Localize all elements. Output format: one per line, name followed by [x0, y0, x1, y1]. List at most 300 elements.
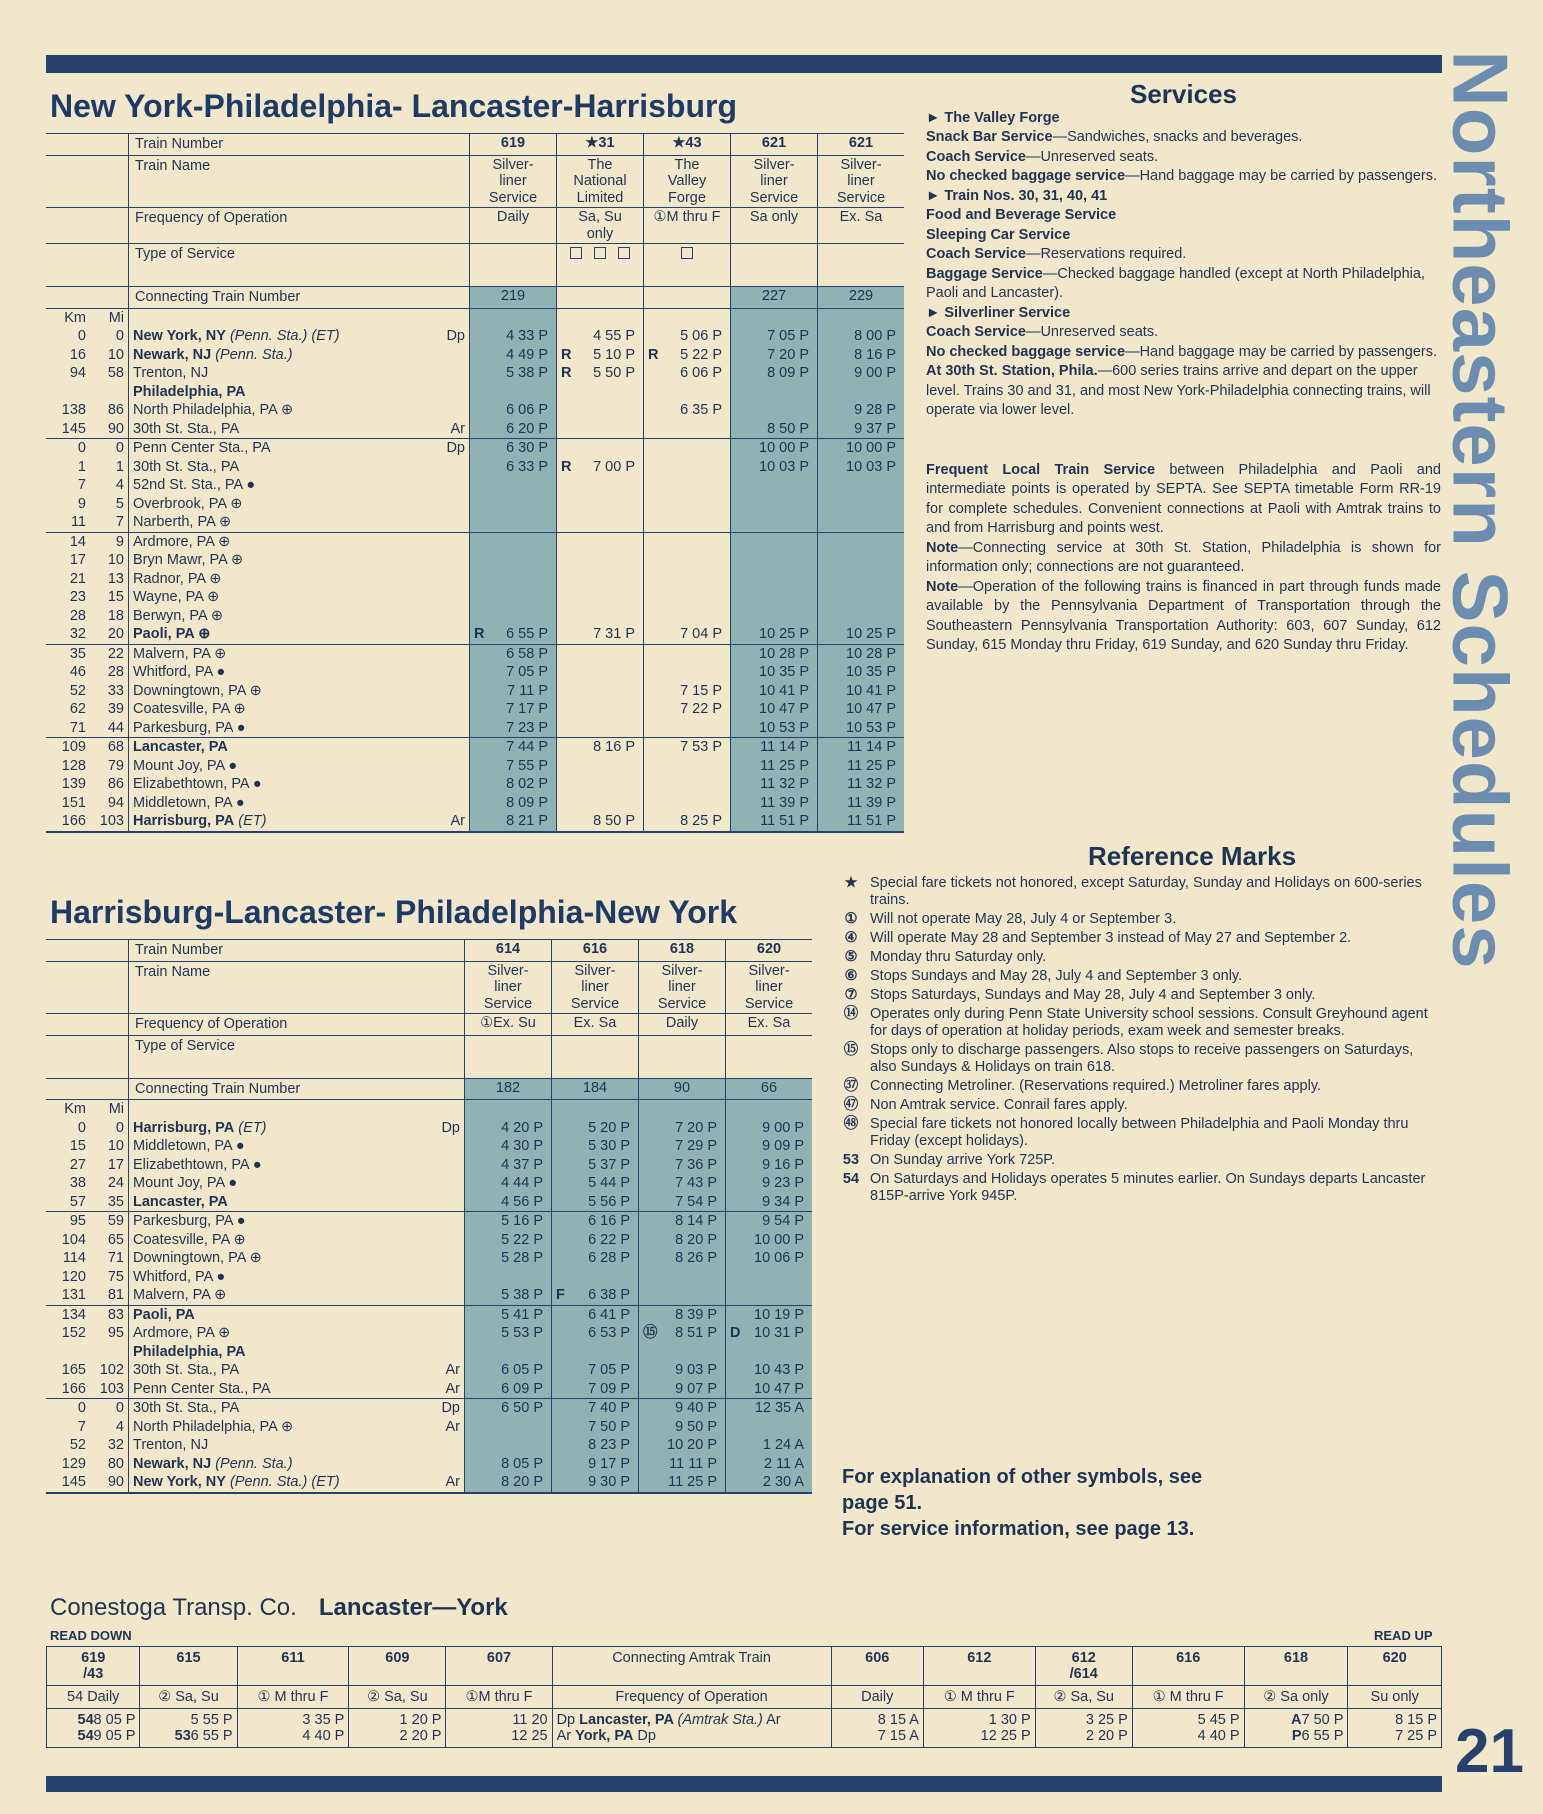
time-cell	[465, 1399, 552, 1418]
km-value: 131	[61, 1287, 86, 1303]
conestoga-train-number: 612 /614	[1035, 1647, 1132, 1686]
dp-ar	[430, 1174, 464, 1193]
time-cell	[639, 1380, 726, 1399]
conestoga-time-1	[1352, 1712, 1437, 1728]
time-cell	[644, 495, 731, 514]
time-value: 6 38 P	[588, 1287, 630, 1303]
time-value: 5 44 P	[588, 1175, 630, 1191]
time-cell	[644, 420, 731, 439]
time-value: 10 28 P	[759, 645, 809, 662]
reference-symbol: ⑤	[844, 949, 858, 965]
reference-marks	[832, 841, 1442, 1207]
mi-label: Mi	[108, 309, 124, 326]
train-icons	[818, 244, 905, 287]
timetable-westbound	[46, 133, 904, 833]
time-cell	[818, 625, 905, 644]
header-blank	[46, 961, 129, 1014]
train-icons	[639, 1035, 726, 1078]
time-value: 6 28 P	[588, 1250, 630, 1266]
mi-value: 102	[99, 1362, 124, 1378]
station-row	[46, 1473, 812, 1493]
station-row	[46, 757, 904, 776]
mi-value: 35	[107, 1193, 124, 1210]
time-cell	[470, 794, 557, 813]
time-value: 8 51 P	[675, 1325, 717, 1341]
time-value: 7 05 P	[588, 1362, 630, 1378]
time-cell	[818, 476, 905, 495]
conestoga-train-number: 607	[446, 1647, 552, 1686]
mi-value: 13	[107, 570, 124, 587]
conestoga-frequency: ① M thru F	[237, 1686, 349, 1709]
mi-label: Mi	[108, 1101, 124, 1117]
time-mark: 54	[77, 1728, 94, 1744]
dp-ar	[430, 1455, 464, 1474]
time-value: 4 55 P	[593, 328, 635, 344]
time-value: 7 05 P	[506, 664, 548, 680]
time-cell	[644, 682, 731, 701]
time-mark: 53	[174, 1728, 191, 1744]
time-cell	[726, 1212, 813, 1231]
time-cell	[726, 1193, 813, 1212]
station-name: Harrisburg, PA (ET)	[129, 812, 435, 832]
time-cell	[644, 532, 731, 551]
station-name: Ardmore, PA ⊕	[129, 1324, 431, 1343]
reference-text: On Sunday arrive York 725P.	[870, 1152, 1056, 1168]
mi-value: 1	[115, 458, 124, 475]
reference-symbol: 54	[842, 1171, 860, 1187]
blank	[129, 308, 470, 327]
time-cell	[470, 346, 557, 365]
conestoga-time-2	[353, 1728, 441, 1744]
time-cell	[726, 1119, 813, 1138]
dp-ar	[430, 1343, 464, 1362]
time-cell	[470, 439, 557, 458]
dp-ar	[435, 738, 470, 757]
time-cell	[465, 1156, 552, 1175]
station-name: Trenton, NJ	[129, 364, 435, 383]
service-line	[926, 128, 1441, 148]
km-label: Km	[64, 309, 86, 326]
blank	[818, 308, 905, 327]
time-value: 9 16 P	[762, 1156, 804, 1173]
conestoga-title: Conestoga Transp. Co. Lancaster—York	[50, 1594, 508, 1621]
time-cell	[731, 532, 818, 551]
dp-ar	[435, 570, 470, 589]
conestoga-time-1	[242, 1712, 345, 1728]
time-cell	[470, 327, 557, 346]
train-number: 616	[552, 940, 639, 962]
conestoga-times	[1348, 1709, 1442, 1748]
station-name: Malvern, PA ⊕	[129, 1286, 431, 1305]
conestoga-frequency: ①M thru F	[446, 1686, 552, 1709]
time-cell	[731, 346, 818, 365]
time-mark: R	[474, 626, 485, 642]
time-value: 10 53 P	[759, 719, 809, 736]
time-cell	[557, 401, 644, 420]
mi-value: 18	[107, 607, 124, 624]
time-cell	[731, 775, 818, 794]
time-value: 5 30 P	[588, 1138, 630, 1154]
time-cell	[557, 327, 644, 346]
time-cell	[731, 663, 818, 682]
mi-value: 44	[107, 719, 124, 736]
reference-symbol: ㊲	[843, 1078, 859, 1094]
header-row	[46, 244, 904, 287]
station-name: New York, NY (Penn. Sta.) (ET)	[129, 1473, 431, 1493]
page-number: 21	[1455, 1717, 1524, 1786]
time-value: 8 05 P	[93, 1712, 136, 1728]
time-cell	[644, 812, 731, 832]
station-row	[46, 551, 904, 570]
time-mark: ⑮	[643, 1325, 658, 1341]
time-mark: A	[1291, 1712, 1302, 1728]
time-cell	[644, 607, 731, 626]
mi-value: 59	[90, 1212, 129, 1231]
reference-text: Will not operate May 28, July 4 or September 3.	[870, 911, 1177, 927]
dp-ar	[435, 383, 470, 402]
time-cell	[552, 1156, 639, 1175]
train-name: Silver- liner Service	[731, 155, 818, 208]
time-cell	[818, 570, 905, 589]
time-cell	[639, 1343, 726, 1362]
time-value: 4 30 P	[501, 1138, 543, 1154]
time-cell	[470, 719, 557, 738]
station-name: Coatesville, PA ⊕	[129, 1231, 431, 1250]
dp-right: Dp	[633, 1728, 656, 1744]
km-value: 15	[69, 1138, 86, 1154]
time-value: 5 53 P	[501, 1325, 543, 1341]
header-row	[46, 134, 904, 156]
time-value: 2 20 P	[399, 1728, 442, 1744]
time-value: 10 35 P	[759, 664, 809, 680]
station-line-1	[557, 1712, 827, 1728]
station-name: Radnor, PA ⊕	[129, 570, 435, 589]
mi-value: 10	[107, 1138, 124, 1154]
header-blank	[46, 134, 129, 156]
reference-item	[832, 911, 1442, 928]
dp-ar	[430, 1249, 464, 1268]
km-value: 0	[46, 439, 90, 458]
conestoga-table	[46, 1646, 1442, 1748]
time-cell	[726, 1305, 813, 1324]
station-name: New York, NY (Penn. Sta.) (ET)	[129, 327, 435, 346]
time-cell	[552, 1473, 639, 1493]
time-cell	[557, 364, 644, 383]
dp-ar	[430, 1324, 464, 1343]
time-cell	[470, 532, 557, 551]
reference-list	[832, 875, 1442, 1205]
time-cell	[644, 757, 731, 776]
km-value: 128	[61, 757, 86, 774]
time-value: 11 32 P	[760, 776, 809, 792]
time-value: 8 00 P	[854, 328, 896, 344]
time-cell	[470, 775, 557, 794]
header-blank	[46, 940, 129, 962]
time-value: 10 00 P	[759, 440, 809, 456]
station-row	[46, 458, 904, 477]
train-connect: 219	[470, 287, 557, 309]
station-row	[46, 439, 904, 458]
time-value: 9 17 P	[588, 1455, 630, 1472]
dp-ar: Ar	[430, 1473, 464, 1493]
note-text: —Connecting service at 30th St. Station, Philadelphia is shown for information only; connections are not guaranteed.	[926, 539, 1441, 575]
time-value: 4 49 P	[506, 346, 548, 363]
services-list	[926, 109, 1441, 421]
mi-value: 5	[115, 495, 124, 512]
station-row	[46, 663, 904, 682]
station-name: Coatesville, PA ⊕	[129, 700, 435, 719]
km-value: 23	[69, 589, 86, 605]
train-connect	[644, 287, 731, 309]
note-text: between Philadelphia and Paoli and intermediate points is operated by SEPTA. See SEPTA timetable Form RR-19 for complete schedules. Convenient connections at Paoli with Amtrak trains to and from Harrisburg and points west.	[926, 461, 1441, 536]
time-cell	[644, 346, 731, 365]
service-text: —Checked baggage handled (except at North Philadelphia, Paoli and Lancaster).	[926, 265, 1425, 301]
train-name: The National Limited	[557, 155, 644, 208]
time-cell	[639, 1174, 726, 1193]
km-label: Km	[64, 1101, 86, 1117]
service-note	[926, 461, 1441, 539]
time-cell	[644, 794, 731, 813]
station-row	[46, 1137, 812, 1156]
ar-right: Ar	[762, 1712, 781, 1728]
blank	[465, 1100, 552, 1119]
service-bold: ► Silverliner Service	[926, 304, 1071, 321]
time-cell	[470, 383, 557, 402]
time-cell	[731, 513, 818, 532]
time-cell	[470, 757, 557, 776]
station-name: Trenton, NJ	[129, 1436, 431, 1455]
mi-value: 0	[115, 328, 124, 344]
conestoga-frequency: ② Sa only	[1244, 1686, 1348, 1709]
header-blank	[46, 287, 129, 309]
conestoga-time-2	[51, 1728, 135, 1744]
time-cell	[726, 1156, 813, 1175]
time-value: 5 22 P	[680, 346, 722, 363]
time-cell	[557, 700, 644, 719]
time-cell	[726, 1324, 813, 1343]
station-name: Parkesburg, PA ●	[129, 719, 435, 738]
time-cell	[818, 327, 905, 346]
time-value: 8 09 P	[767, 365, 809, 381]
station-name: Parkesburg, PA ●	[129, 1212, 431, 1231]
header-blank	[46, 155, 129, 208]
station-row	[46, 1156, 812, 1175]
time-value: 8 05 P	[501, 1455, 543, 1472]
mi-value: 86	[107, 776, 124, 792]
conestoga-time-1	[51, 1712, 135, 1728]
time-value: 6 35 P	[680, 402, 722, 418]
time-value: 11 51 P	[847, 813, 896, 829]
km-value: 0	[46, 1399, 90, 1418]
dp-ar	[435, 794, 470, 813]
time-cell	[470, 607, 557, 626]
service-bold: Coach Service	[926, 324, 1026, 340]
station-name: Bryn Mawr, PA ⊕	[129, 551, 435, 570]
time-mark: D	[730, 1325, 741, 1341]
connecting-label: Connecting Amtrak Train	[552, 1647, 831, 1686]
time-cell	[644, 588, 731, 607]
time-cell	[731, 476, 818, 495]
conestoga-time-2	[836, 1728, 919, 1744]
time-value: 10 47 P	[754, 1380, 804, 1397]
time-value: 7 43 P	[675, 1175, 717, 1191]
header-label: Connecting Train Number	[129, 1078, 465, 1100]
km-value: 57	[69, 1193, 86, 1210]
time-cell	[726, 1436, 813, 1455]
train-name: Silver- liner Service	[639, 961, 726, 1014]
mi-value	[90, 1343, 129, 1362]
mi-value: 39	[107, 701, 124, 717]
station-name: Lancaster, PA	[129, 1193, 431, 1212]
service-text: —Reservations required.	[1025, 246, 1187, 262]
km-value: 151	[61, 794, 86, 811]
service-line	[926, 343, 1441, 363]
reference-item	[832, 1006, 1442, 1040]
time-cell	[470, 700, 557, 719]
station-name: Harrisburg, PA (ET)	[129, 1119, 431, 1138]
time-value: 10 03 P	[846, 458, 896, 475]
station-row	[46, 738, 904, 757]
time-cell	[465, 1380, 552, 1399]
service-line	[926, 226, 1441, 246]
header-row	[46, 1078, 812, 1100]
time-cell	[818, 663, 905, 682]
time-cell	[465, 1212, 552, 1231]
station-row	[46, 401, 904, 420]
frequency-label: Frequency of Operation	[552, 1686, 831, 1709]
time-cell	[557, 570, 644, 589]
service-line	[926, 109, 1441, 129]
mi-value: 33	[107, 682, 124, 699]
station-name: 30th St. Sta., PA	[129, 458, 435, 477]
header-row	[46, 287, 904, 309]
km-value: 21	[69, 570, 86, 587]
time-cell	[552, 1305, 639, 1324]
conestoga-train-number: 611	[237, 1647, 349, 1686]
train-number: 618	[639, 940, 726, 962]
time-cell	[644, 476, 731, 495]
time-cell	[644, 513, 731, 532]
conestoga-frequency: ② Sa, Su	[140, 1686, 237, 1709]
time-value: 9 30 P	[588, 1474, 630, 1490]
time-value: 5 38 P	[501, 1287, 543, 1303]
time-value: 6 09 P	[501, 1380, 543, 1397]
train-name: Silver- liner Service	[552, 961, 639, 1014]
time-cell	[470, 364, 557, 383]
train-number: ★31	[557, 134, 644, 156]
time-cell	[557, 663, 644, 682]
time-cell	[644, 738, 731, 757]
dp-ar	[430, 1286, 464, 1305]
station-name: Whitford, PA ●	[129, 663, 435, 682]
header-row	[46, 155, 904, 208]
time-value: 7 55 P	[506, 757, 548, 774]
station-row	[46, 570, 904, 589]
time-cell	[557, 607, 644, 626]
time-value: 11 20	[512, 1712, 548, 1728]
time-cell	[470, 513, 557, 532]
snack-icon	[681, 247, 693, 259]
train-icons	[557, 244, 644, 287]
header-blank	[46, 208, 129, 244]
time-value: 9 05 P	[93, 1728, 136, 1744]
station-lancaster: Lancaster, PA	[579, 1712, 678, 1728]
mi-value: 90	[107, 420, 124, 437]
time-cell	[818, 420, 905, 439]
reference-text: Non Amtrak service. Conrail fares apply.	[870, 1097, 1128, 1113]
conestoga-train-number: 609	[349, 1647, 446, 1686]
time-cell	[557, 812, 644, 832]
time-cell	[726, 1249, 813, 1268]
train-freq: Ex. Sa	[552, 1014, 639, 1036]
dp-ar: Dp	[435, 439, 470, 458]
mi-value: 80	[107, 1455, 124, 1472]
time-value: 5 16 P	[501, 1213, 543, 1229]
time-cell	[552, 1380, 639, 1399]
time-cell	[465, 1455, 552, 1474]
service-line	[926, 304, 1441, 324]
service-bold: No checked baggage service	[926, 343, 1126, 360]
conestoga-times	[446, 1709, 552, 1748]
train-freq: Sa, Su only	[557, 208, 644, 244]
time-value: 11 25 P	[847, 757, 896, 774]
time-cell	[726, 1380, 813, 1399]
mi-value: 4	[115, 477, 124, 493]
ar: Ar	[556, 1728, 576, 1744]
time-value: 8 15 A	[877, 1712, 919, 1728]
train-connect: 229	[818, 287, 905, 309]
station-row	[46, 607, 904, 626]
read-down-label: READ DOWN	[50, 1628, 132, 1643]
station-name: Downingtown, PA ⊕	[129, 1249, 431, 1268]
time-cell	[644, 719, 731, 738]
time-cell	[465, 1193, 552, 1212]
conestoga-time-1	[450, 1712, 547, 1728]
dp-ar	[435, 495, 470, 514]
time-value: 5 06 P	[680, 328, 722, 344]
time-value: 9 00 P	[854, 365, 896, 381]
service-text: —Sandwiches, snacks and beverages.	[1052, 129, 1303, 145]
mi-value: 83	[90, 1305, 129, 1324]
km-value: 139	[61, 776, 86, 792]
time-cell	[731, 383, 818, 402]
dp-ar	[430, 1268, 464, 1287]
time-value: 10 47 P	[759, 701, 809, 717]
km-value: 138	[61, 402, 86, 418]
time-cell	[552, 1231, 639, 1250]
time-cell	[552, 1343, 639, 1362]
time-value: 9 23 P	[762, 1175, 804, 1191]
conestoga-time-2	[1352, 1728, 1437, 1744]
time-mark: F	[556, 1287, 565, 1303]
time-value: 6 53 P	[588, 1325, 630, 1341]
time-cell	[552, 1268, 639, 1287]
time-value: 9 40 P	[675, 1400, 717, 1416]
time-cell	[731, 588, 818, 607]
time-value: 7 20 P	[767, 346, 809, 363]
time-cell	[465, 1418, 552, 1437]
station-row	[46, 1361, 812, 1380]
service-bold: Food and Beverage Service	[926, 207, 1117, 223]
time-value: 6 41 P	[588, 1306, 630, 1323]
time-value: 5 50 P	[593, 365, 635, 381]
service-bold: Coach Service	[926, 148, 1026, 165]
time-value: 2 30 A	[762, 1474, 804, 1490]
dp-ar	[435, 364, 470, 383]
mi-value	[90, 383, 129, 402]
time-value: 8 20 P	[675, 1231, 717, 1248]
time-value: 4 40 P	[302, 1728, 345, 1744]
